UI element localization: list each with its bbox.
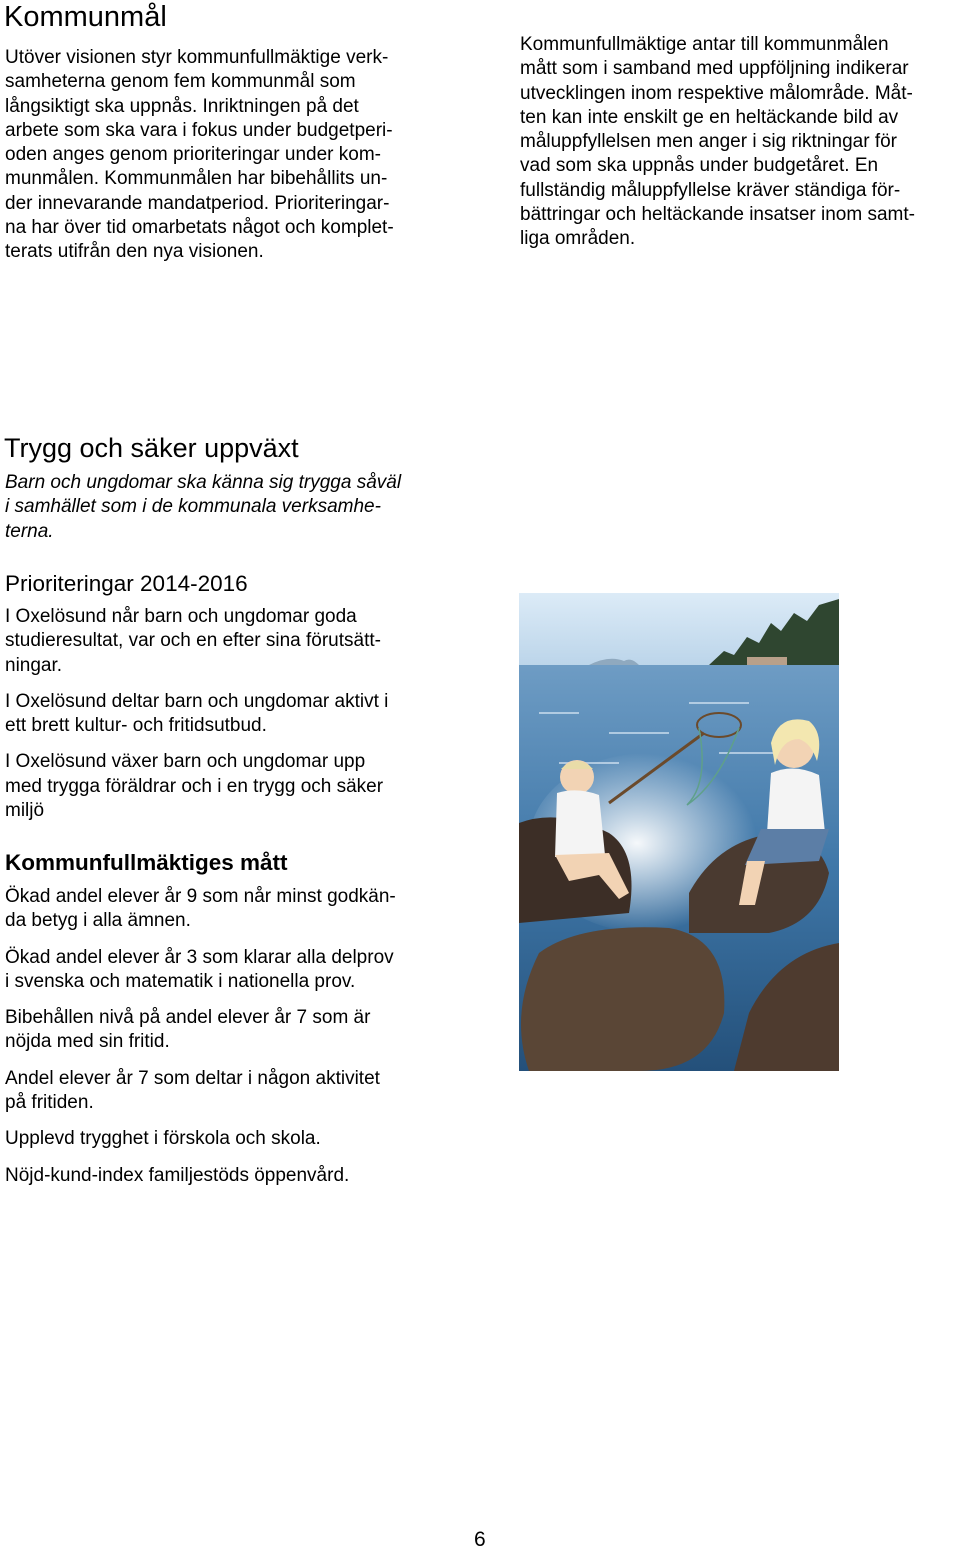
priority-line: studieresultat, var och en efter sina förutsätt- (5, 630, 381, 652)
measure-item (5, 1006, 455, 1055)
measure-line: Upplevd trygghet i förskola och skola. (5, 1128, 321, 1150)
measures-heading: Kommunfullmäktiges mått (5, 850, 288, 875)
intro-line: måluppfyllelsen men anger i sig riktningar för (520, 131, 898, 153)
intro-left-column (5, 46, 455, 265)
goal-line: terna. (5, 520, 54, 542)
priority-line: med trygga föräldrar och i en trygg och säker (5, 775, 384, 797)
measure-line: i svenska och matematik i nationella prov. (5, 970, 356, 992)
measure-line: Ökad andel elever år 3 som klarar alla delprov (5, 946, 394, 968)
priority-item (5, 690, 455, 739)
intro-line: samheterna genom fem kommunmål som (5, 71, 356, 93)
goal-line: i samhället som i de kommunala verksamhe- (5, 496, 381, 518)
section-goal (5, 471, 455, 544)
measure-line: Bibehållen nivå på andel elever år 7 som är (5, 1007, 371, 1029)
intro-line: na har över tid omarbetats något och komplet- (5, 217, 394, 239)
intro-line: der innevarande mandatperiod. Prioriteringar- (5, 192, 390, 214)
measure-item (5, 1127, 455, 1151)
intro-line: utvecklingen inom respektive målområde. Måt- (520, 82, 913, 104)
measure-item (5, 1164, 455, 1188)
priority-line: ningar. (5, 654, 63, 676)
intro-line: vad som ska uppnås under budgetåret. En (520, 155, 879, 177)
intro-line: terats utifrån den nya visionen. (5, 241, 264, 263)
priority-line: I Oxelösund växer barn och ungdomar upp (5, 751, 366, 773)
intro-line: munmålen. Kommunmålen har bibehållits un- (5, 168, 388, 190)
priority-line: miljö (5, 800, 45, 822)
priority-line: I Oxelösund deltar barn och ungdomar aktivt i (5, 690, 389, 712)
intro-line: bättringar och heltäckande insatser inom samt- (520, 204, 915, 226)
intro-line: Kommunfullmäktige antar till kommunmålen (520, 34, 889, 55)
intro-line: ten kan inte enskilt ge en heltäckande bild av (520, 106, 899, 128)
measure-item (5, 946, 455, 995)
measure-line: nöjda med sin fritid. (5, 1031, 170, 1053)
photo-children-fishing (519, 593, 839, 1071)
section-heading: Trygg och säker uppväxt (4, 433, 299, 463)
intro-line: arbete som ska vara i fokus under budgetperi- (5, 119, 393, 141)
measures-list (5, 885, 455, 1200)
measure-line: Andel elever år 7 som deltar i någon aktivitet (5, 1067, 380, 1089)
intro-line: mått som i samband med uppföljning indikerar (520, 58, 909, 80)
measure-line: da betyg i alla ämnen. (5, 910, 191, 932)
page-number: 6 (474, 1528, 486, 1551)
page-title: Kommunmål (4, 1, 167, 33)
goal-line: Barn och ungdomar ska känna sig trygga såväl (5, 472, 402, 493)
priority-item (5, 605, 455, 678)
intro-line: långsiktigt ska uppnås. Inriktningen på det (5, 95, 359, 117)
intro-right-column (520, 33, 958, 252)
priority-item (5, 750, 455, 823)
intro-line: liga områden. (520, 228, 636, 250)
rock-center (521, 927, 724, 1071)
priority-line: I Oxelösund når barn och ungdomar goda (5, 606, 357, 627)
measure-item (5, 885, 455, 934)
intro-line: Utöver visionen styr kommunfullmäktige verk- (5, 47, 389, 68)
measure-line: Ökad andel elever år 9 som når minst godkän- (5, 886, 396, 907)
photo-illustration (519, 593, 839, 1071)
measure-item (5, 1067, 455, 1116)
intro-line: fullständig måluppfyllelse kräver ständiga för- (520, 179, 901, 201)
priority-line: ett brett kultur- och fritidsutbud. (5, 715, 267, 737)
measure-line: på fritiden. (5, 1092, 94, 1114)
intro-line: oden anges genom prioriteringar under kom- (5, 144, 381, 166)
priorities-list (5, 605, 455, 835)
measure-line: Nöjd-kund-index familjestöds öppenvård. (5, 1164, 350, 1186)
priorities-heading: Prioriteringar 2014-2016 (5, 571, 248, 596)
